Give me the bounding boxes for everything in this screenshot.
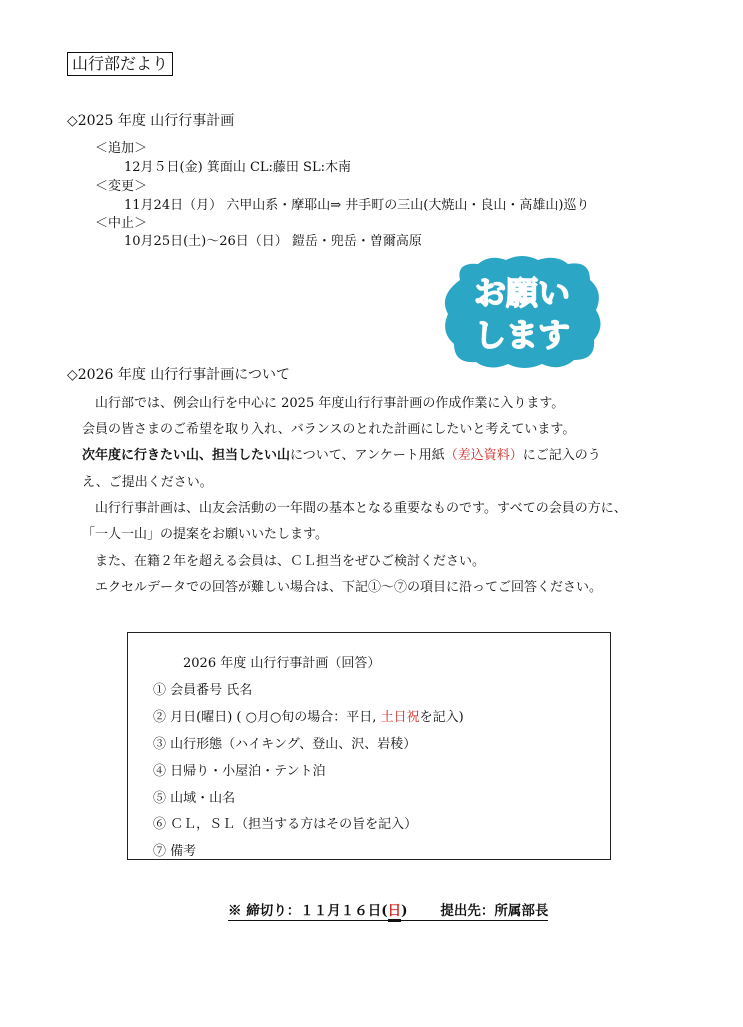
deadline-day: 日 xyxy=(388,903,402,922)
paragraph-1: 山行部では、例会山行を中心に 2025 年度山行行事計画の作成作業に入ります。 xyxy=(95,396,565,411)
answer-item-6: ⑥ ＣＬ，ＳＬ（担当する方はその旨を記入） xyxy=(153,817,418,832)
answer-title: 2026 年度 山行行事計画（回答） xyxy=(183,656,381,671)
answer-item-5: ⑤ 山域・山名 xyxy=(153,791,236,806)
deadline-line xyxy=(228,899,548,919)
paragraph-3b: え、ご提出ください。 xyxy=(82,475,213,490)
please-badge-shape xyxy=(438,252,606,372)
answer-item-2-text: ② 月日(曜日) ( ○月○旬の場合：平日, xyxy=(153,710,381,725)
paragraph-5: また、在籍２年を超える会員は、ＣＬ担当をぜひご検討ください。 xyxy=(95,554,486,569)
submit-to: 提出先：所属部長 xyxy=(440,903,549,919)
answer-item-2-red: 土日祝 xyxy=(380,710,420,725)
deadline-text xyxy=(228,903,548,921)
cancel-label: ＜中止＞ xyxy=(95,216,148,231)
deadline-prefix: ※ 締切り：１１月１６日( xyxy=(228,903,388,919)
badge-line2: します xyxy=(473,316,571,354)
paragraph-3-mid: について、アンケート用紙 xyxy=(290,448,445,463)
paragraph-4: 山行行事計画は、山友会活動の一年間の基本となる重要なものです。すべての会員の方に、 xyxy=(95,501,627,516)
paragraph-3-red: （差込資料） xyxy=(444,448,523,463)
answer-item-2 xyxy=(153,706,464,725)
answer-item-2-end: を記入) xyxy=(419,710,464,725)
paragraph-3-bold: 次年度に行きたい山、担当したい山 xyxy=(82,448,291,463)
paragraph-2: 会員の皆さまのご希望を取り入れ、バランスのとれた計画にしたいと考えています。 xyxy=(82,422,576,437)
answer-item-4: ④ 日帰り・小屋泊・テント泊 xyxy=(153,764,326,779)
section-2025-heading: ◇2025 年度 山行行事計画 xyxy=(67,113,235,129)
change-line: 11月24日（月） 六甲山系・摩耶山⇒ 井手町の三山(大焼山・良山・高雄山)巡り xyxy=(124,198,590,213)
answer-item-3: ③ 山行形態（ハイキング、登山、沢、岩稜） xyxy=(153,737,417,752)
page-title: 山行部だより xyxy=(67,52,173,76)
please-badge xyxy=(438,252,606,372)
answer-item-1: ① 会員番号 氏名 xyxy=(153,683,253,698)
paragraph-3 xyxy=(82,444,601,463)
change-label: ＜変更＞ xyxy=(95,179,148,194)
add-line: 12月５日(金) 箕面山 CL:藤田 SL:木南 xyxy=(124,160,351,175)
section-2026-heading: ◇2026 年度 山行行事計画について xyxy=(67,367,291,383)
paragraph-6: エクセルデータでの回答が難しい場合は、下記①～⑦の項目に沿ってご回答ください。 xyxy=(95,580,603,595)
answer-item-7: ⑦ 備考 xyxy=(153,844,197,859)
deadline-close: ) xyxy=(401,903,408,919)
paragraph-3-end: にご記入のう xyxy=(522,448,601,463)
badge-line1: お願い xyxy=(473,274,571,312)
add-label: ＜追加＞ xyxy=(95,141,148,156)
cancel-line: 10月25日(土)～26日（日） 鎧岳・兜岳・曽爾高原 xyxy=(124,234,422,249)
paragraph-4b: 「一人一山」の提案をお願いいたします。 xyxy=(82,527,328,542)
